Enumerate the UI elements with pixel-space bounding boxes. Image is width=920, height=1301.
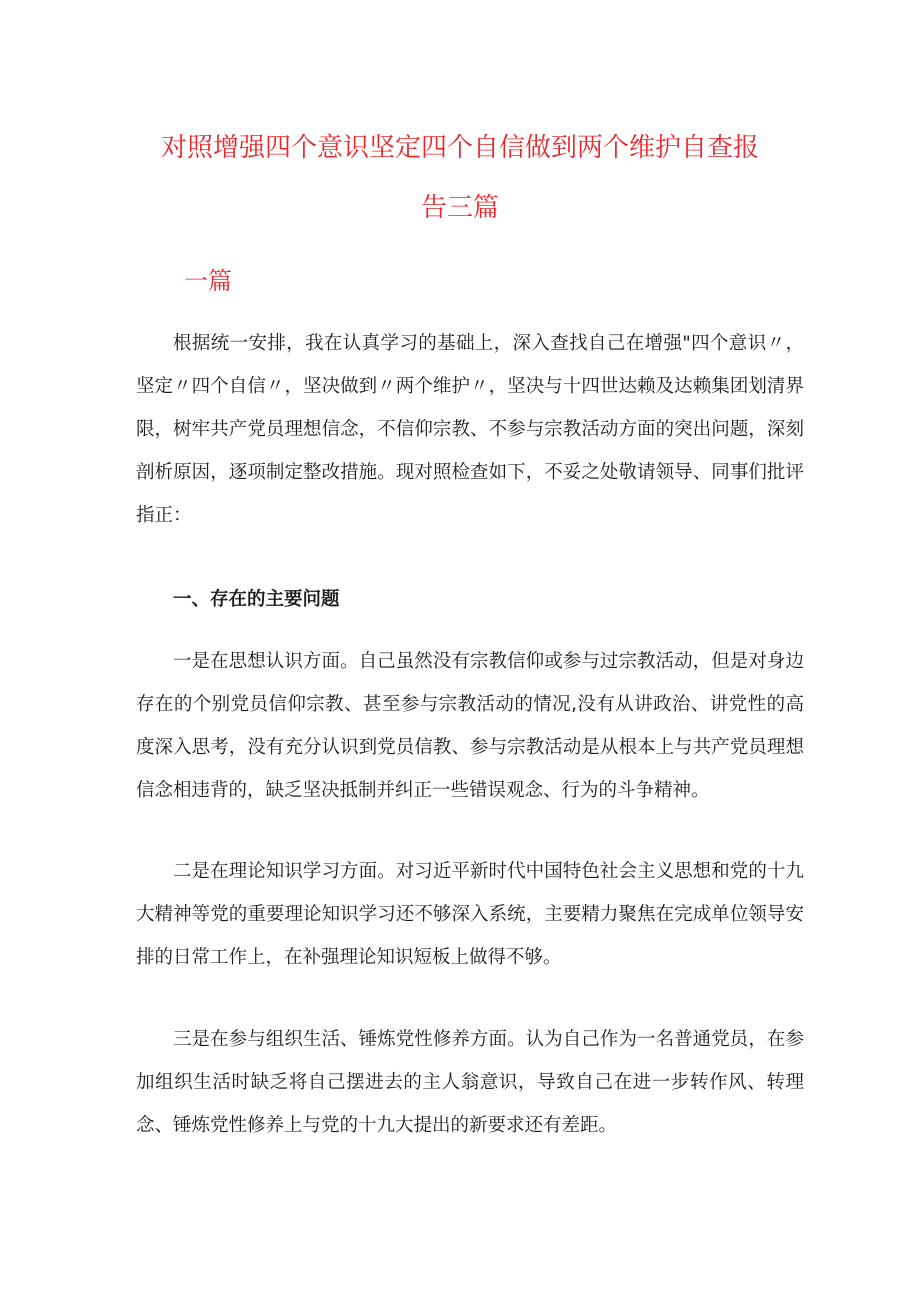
paragraph-theory-study: 二是在理论知识学习方面。对习近平新时代中国特色社会主义思想和党的十九大精神等党的重要理论知识学习还不够深入系统，主要精力聚焦在完成单位领导安排的日常工作上，在补强理论知识短板上做得不够。 <box>136 861 804 968</box>
document-title-line-1: 对照增强四个意识坚定四个自信做到两个维护自查报 <box>160 133 759 163</box>
document-title-line-2: 告三篇 <box>420 193 499 223</box>
heading-main-problems: 一、存在的主要问题 <box>173 589 340 610</box>
paragraph-organization-life: 三是在参与组织生活、锤炼党性修养方面。认为自己作为一名普通党员，在参加组织生活时缺乏将自己摆进去的主人翁意识，导致自己在进一步转作风、转理念、锤炼党性修养上与党的十九大提出的新要求还有差距。 <box>136 1029 804 1136</box>
intro-paragraph: 根据统一安排，我在认真学习的基础上，深入查找自己在增强"四个意识〃，坚定〃四个自信〃，坚决做到〃两个维护〃，坚决与十四世达赖及达赖集团划清界限，树牢共产党员理想信念，不信仰宗教、不参与宗教活动方面的突出问题，深刻剖析原因，逐项制定整改措施。现对照检查如下，不妥之处敬请领导、同事们批评指正： <box>136 333 804 526</box>
section-label: 一篇 <box>184 267 232 295</box>
paragraph-ideological: 一是在思想认识方面。自己虽然没有宗教信仰或参与过宗教活动，但是对身边存在的个别党员信仰宗教、甚至参与宗教活动的情况,没有从讲政治、讲党性的高度深入思考，没有充分认识到党员信教、参与宗教活动是从根本上与共产党员理想信念相违背的，缺乏坚决抵制并纠正一些错误观念、行为的斗争精神。 <box>136 651 804 801</box>
